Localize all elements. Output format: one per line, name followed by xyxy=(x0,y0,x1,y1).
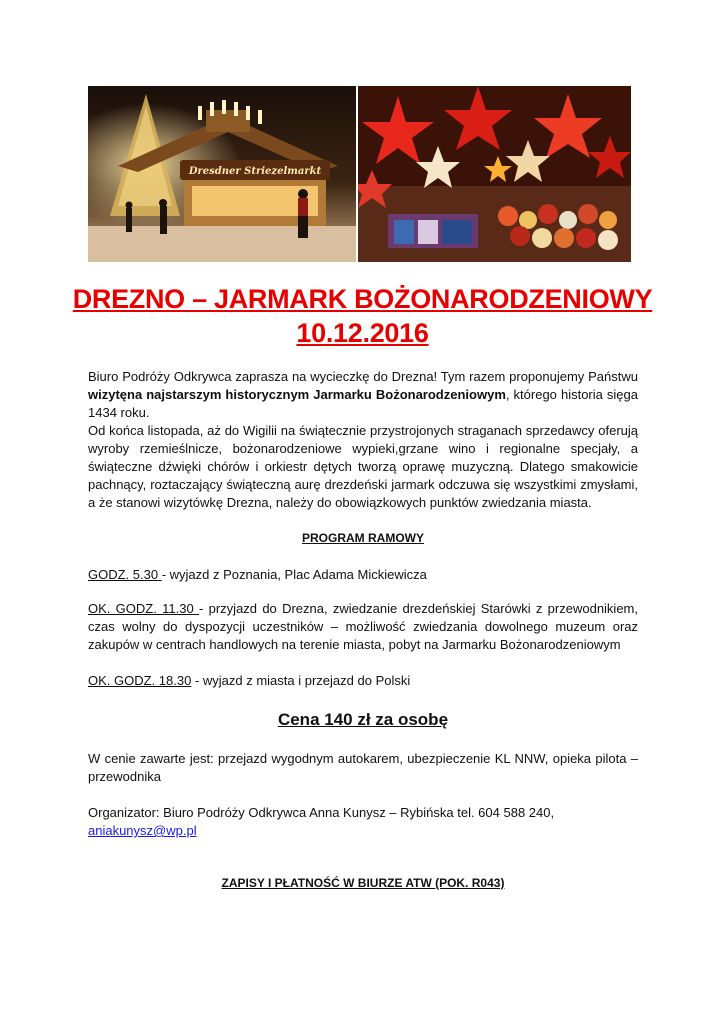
program-item: GODZ. 5.30 - wyjazd z Poznania, Plac Adama Mickiewicza xyxy=(88,567,427,582)
registration-note: ZAPISY I PŁATNOŚĆ W BIURZE ATW (POK. R043) xyxy=(221,876,505,890)
program-item: OK. GODZ. 18.30 - wyjazd z miasta i przejazd do Polski xyxy=(88,673,411,688)
description-paragraph: Od końca listopada, aż do Wigilii na świątecznie przystrojonych straganach sprzedawcy oferują wyroby rzemieślnicze, bożonarodzeniowe wypieki,grzane wino i regionalne specjały, a świąteczne dźwięki chórów i orkiestr dętych tworzą oprawę muzyczną. Dlatego smakowicie pachnący, roztaczający świąteczną aurę drezdeński jarmark odczuwa się wszystkimi zmysłami, a że stanowi wizytówkę Drezna, należy do obowiązkowych punktów zwiedzania miasta. xyxy=(88,423,638,510)
included-paragraph: W cenie zawarte jest: przejazd wygodnym autokarem, ubezpieczenie KL NNW, opieka pilota – przewodnika xyxy=(88,751,638,784)
program-heading: PROGRAM RAMOWY xyxy=(302,531,424,545)
email-link[interactable]: aniakunysz@wp.pl xyxy=(88,823,197,838)
organizer-paragraph: Organizator: Biuro Podróży Odkrywca Anna Kunysz – Rybińska tel. 604 588 240, aniakunysz@wp.pl xyxy=(88,805,555,838)
event-date: 10.12.2016 xyxy=(296,318,429,348)
christmas-stars-market-stall-photo xyxy=(358,86,631,262)
intro-paragraph: Biuro Podróży Odkrywca zaprasza na wycieczkę do Drezna! Tym razem proponujemy Państwu wizytęna najstarszym historycznym Jarmarku Bożonarodzeniowym, którego historia sięga 1434 roku. xyxy=(88,369,638,420)
svg-text:Dresdner Striezelmarkt: Dresdner Striezelmarkt xyxy=(188,166,322,177)
program-item: OK. GODZ. 11.30 - przyjazd do Drezna, zwiedzanie drezdeńskiej Starówki z przewodnikiem, czas wolny do dyspozycji uczestników – możliwość zwiedzania dowolnego muzeum oraz zakupów w centrach handlowych na terenie miasta, pobyt na Jarmarku Bożonarodzeniowym xyxy=(88,601,638,652)
price-heading: Cena 140 zł za osobę xyxy=(277,710,449,729)
dresden-market-night-photo xyxy=(88,86,356,262)
event-title: DREZNO – JARMARK BOŻONARODZENIOWY xyxy=(72,284,653,314)
